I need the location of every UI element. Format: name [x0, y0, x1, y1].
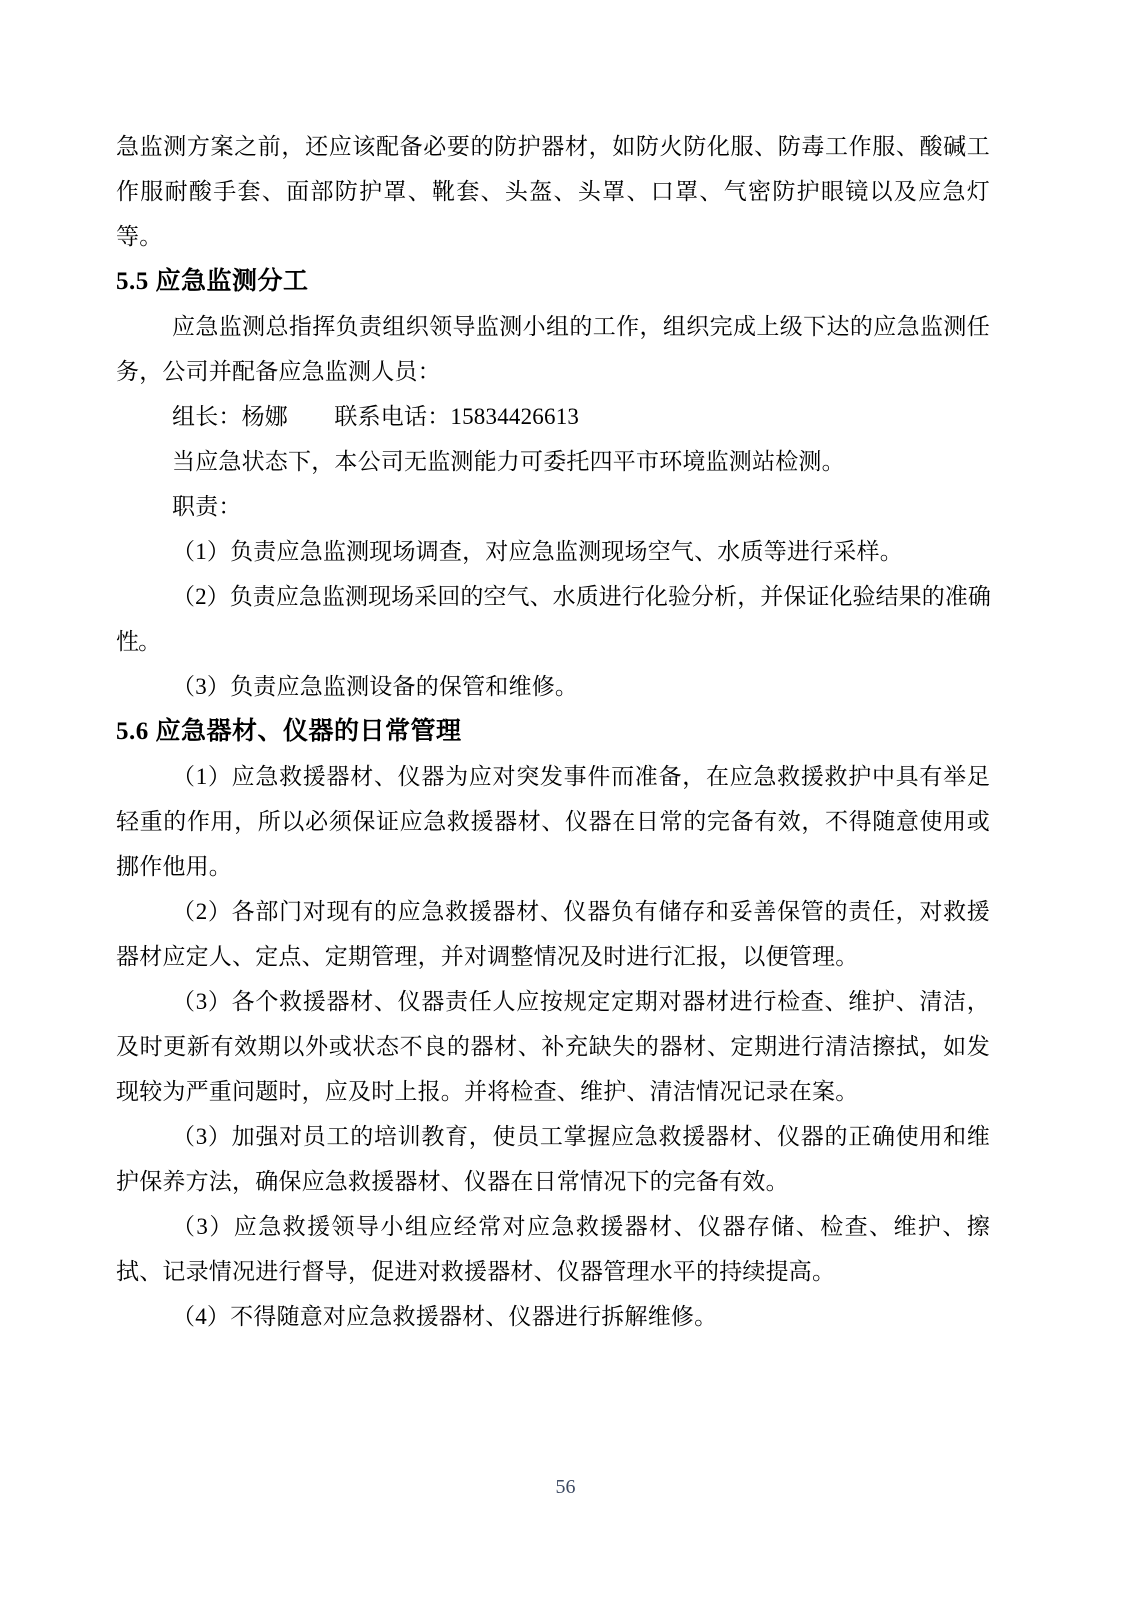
- section-heading-5-6: 5.6 应急器材、仪器的日常管理: [116, 718, 462, 745]
- list-item: （2）负责应急监测现场采回的空气、水质进行化验分析，并保证化验结果的准确性。: [116, 584, 990, 654]
- paragraph: 应急监测总指挥负责组织领导监测小组的工作，组织完成上级下达的应急监测任务，公司并配备应急监测人员：: [116, 314, 990, 384]
- paragraph: （3）加强对员工的培训教育，使员工掌握应急救援器材、仪器的正确使用和维护保养方法，确保应急救援器材、仪器在日常情况下的完备有效。: [116, 1124, 990, 1194]
- paragraph: （4）不得随意对应急救援器材、仪器进行拆解维修。: [172, 1304, 718, 1329]
- section-heading-5-5: 5.5 应急监测分工: [116, 268, 309, 295]
- list-item: （1）负责应急监测现场调查，对应急监测现场空气、水质等进行采样。: [172, 539, 903, 564]
- paragraph: 职责：: [172, 494, 242, 519]
- page-footer: [0, 1474, 1131, 1500]
- paragraph: （3）各个救援器材、仪器责任人应按规定定期对器材进行检查、维护、清洁，及时更新有效期以外或状态不良的器材、补充缺失的器材、定期进行清洁擦拭，如发现较为严重问题时，应及时上报。并将检查、维护、清洁情况记录在案。: [116, 989, 990, 1104]
- list-item: （3）负责应急监测设备的保管和维修。: [172, 674, 579, 699]
- paragraph: （2）各部门对现有的应急救援器材、仪器负有储存和妥善保管的责任，对救援器材应定人、定点、定期管理，并对调整情况及时进行汇报，以便管理。: [116, 899, 990, 969]
- paragraph: 当应急状态下，本公司无监测能力可委托四平市环境监测站检测。: [172, 449, 845, 474]
- contact-line: 组长：杨娜 联系电话：15834426613: [172, 404, 580, 429]
- paragraph: 急监测方案之前，还应该配备必要的防护器材，如防火防化服、防毒工作服、酸碱工作服耐酸手套、面部防护罩、靴套、头盔、头罩、口罩、气密防护眼镜以及应急灯等。: [116, 134, 990, 249]
- paragraph: （1）应急救援器材、仪器为应对突发事件而准备，在应急救援救护中具有举足轻重的作用，所以必须保证应急救援器材、仪器在日常的完备有效，不得随意使用或挪作他用。: [116, 764, 990, 879]
- document-body: [116, 124, 990, 1339]
- paragraph: （3）应急救援领导小组应经常对应急救援器材、仪器存储、检查、维护、擦拭、记录情况进行督导，促进对救援器材、仪器管理水平的持续提高。: [116, 1214, 990, 1284]
- page-number: 56: [555, 1476, 576, 1498]
